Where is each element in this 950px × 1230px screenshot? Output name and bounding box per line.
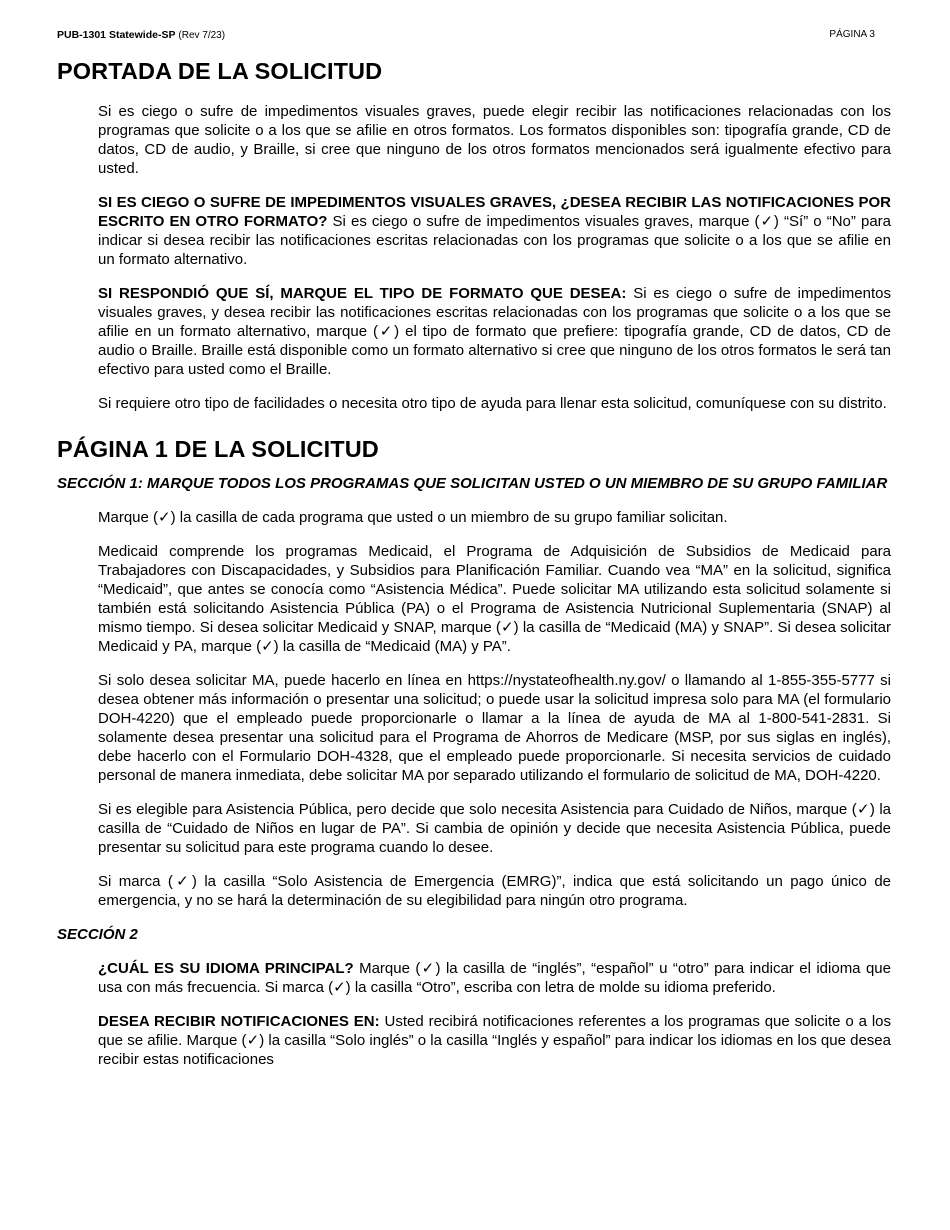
cover-paragraph-2 [98,193,891,269]
section1-paragraph-2: Medicaid comprende los programas Medicaid, el Programa de Adquisición de Subsidios de Medicaid para Trabajadores con Discapacidades, y Subsidios para Planificación Familiar. Cuando vea “MA” en la solicitud, significa “Medicaid”, que antes se conocía como “Asistencia Médica”. Puede solicitar MA utilizando esta solicitud solamente si también está solicitando Asistencia Pública (PA) o el Programa de Asistencia Nutricional Suplementaria (SNAP) al mismo tiempo. Si desea solicitar Medicaid y SNAP, marque (✓) la casilla de “Medicaid (MA) y SNAP”. Si desea solicitar Medicaid y PA, marque (✓) la casilla de “Medicaid (MA) y PA”. [98,543,891,655]
cover-paragraph-3 [98,284,891,379]
section1-heading: SECCIÓN 1: MARQUE TODOS LOS PROGRAMAS QUE SOLICITAN USTED O UN MIEMBRO DE SU GRUPO FAMILIAR [57,475,888,492]
document-body [57,56,891,1084]
cover-title: PORTADA DE LA SOLICITUD [57,58,383,84]
section2-paragraph-2-body: Usted recibirá notificaciones referentes a los programas que solicite o a los que se afilie. Marque (✓) la casilla “Solo inglés” o la casilla “Inglés y español” para indicar los idiomas en los que desea recibir estas notificaciones [98,1013,891,1068]
section1-paragraph-4: Si es elegible para Asistencia Pública, pero decide que solo necesita Asistencia para Cuidado de Niños, marque (✓) la casilla de “Cuidado de Niños en lugar de PA”. Si cambia de opinión y decide que necesita Asistencia Pública, puede presentar su solicitud para este programa cuando lo desee. [98,801,891,856]
cover-paragraph-2-lead: SI ES CIEGO O SUFRE DE IMPEDIMENTOS VISUALES GRAVES, ¿DESEA RECIBIR LAS NOTIFICACIONES POR ESCRITO EN OTRO FORMATO? [98,194,891,230]
section2-paragraph-1-body: Marque (✓) la casilla de “inglés”, “español” u “otro” para indicar el idioma que usa con más frecuencia. Si marca (✓) la casilla “Otro”, escriba con letra de molde su idioma preferido. [98,960,891,996]
section2-paragraph-1 [98,959,891,997]
page-header [57,29,875,43]
section2-paragraph-2 [98,1012,891,1069]
section2-heading: SECCIÓN 2 [57,926,138,943]
cover-paragraph-3-body: Si es ciego o sufre de impedimentos visuales graves, y desea recibir las notificaciones escritas relacionadas con los programas que solicite o a los que se afilie en un formato alternativo, marque (✓) el tipo de formato que prefiere: tipografía grande, CD de datos, CD de audio o Braille. Braille está disponible como un formato alternativo si cree que ninguno de los otros formatos le será tan efectivo para usted como el Braille. [98,285,891,378]
section2-paragraph-2-lead: DESEA RECIBIR NOTIFICACIONES EN: [98,1013,380,1030]
section1-paragraph-5: Si marca (✓) la casilla “Solo Asistencia de Emergencia (EMRG)”, indica que está solicitando un pago único de emergencia, y no se hará la determinación de su elegibilidad para ningún otro programa. [98,873,891,909]
section2-paragraph-1-lead: ¿CUÁL ES SU IDIOMA PRINCIPAL? [98,960,354,977]
cover-paragraph-3-lead: SI RESPONDIÓ QUE SÍ, MARQUE EL TIPO DE FORMATO QUE DESEA: [98,285,627,302]
page-number: PÁGINA 3 [829,29,875,40]
cover-paragraph-2-body: Si es ciego o sufre de impedimentos visuales graves, marque (✓) “Sí” o “No” para indicar si desea recibir las notificaciones escritas relacionadas con los programas que solicite o a los que se afilie en un formato alternativo. [98,213,891,268]
page1-title: PÁGINA 1 DE LA SOLICITUD [57,436,379,462]
form-revision: (Rev 7/23) [178,30,226,41]
section1-paragraph-3: Si solo desea solicitar MA, puede hacerlo en línea en https://nystateofhealth.ny.gov/ o llamando al 1-855-355-5777 si desea obtener más información o presentar una solicitud; o puede usar la solicitud impresa solo para MA (el formulario DOH-4220) que el empleado puede proporcionarle o llamar a la línea de ayuda de MA al 1-800-541-2831. Si solamente desea presentar una solicitud para el Programa de Ahorros de Medicare (MSP, por sus siglas en inglés), debe hacerlo con el Formulario DOH-4328, que el empleado puede proporcionarle. Si necesita servicios de cuidado personal de manera inmediata, debe solicitar MA por separado utilizando el formulario de solicitud de MA, DOH-4220. [98,672,891,784]
section1-paragraph-1: Marque (✓) la casilla de cada programa que usted o un miembro de su grupo familiar solicitan. [98,509,728,526]
cover-paragraph-4: Si requiere otro tipo de facilidades o necesita otro tipo de ayuda para llenar esta solicitud, comuníquese con su distrito. [98,395,887,412]
form-id: PUB-1301 Statewide-SP [57,29,176,41]
cover-paragraph-1: Si es ciego o sufre de impedimentos visuales graves, puede elegir recibir las notificaciones relacionadas con los programas que solicite o a los que se afilie en otros formatos. Los formatos disponibles son: tipografía grande, CD de datos, CD de audio, y Braille, si cree que ninguno de los otros formatos mencionados será igualmente efectivo para usted. [98,103,891,177]
